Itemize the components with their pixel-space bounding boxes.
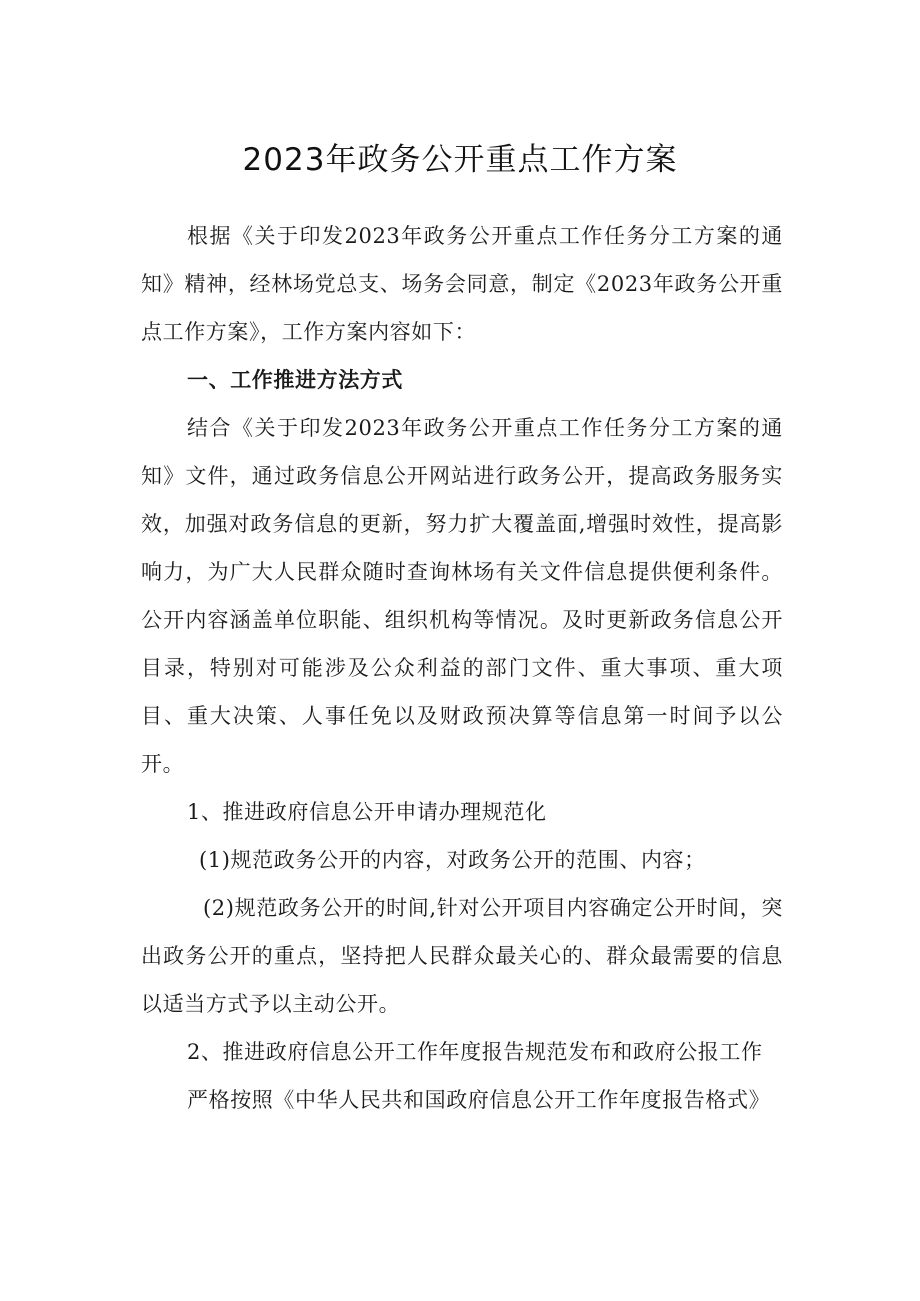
subsection-1-heading: 1、推进政府信息公开申请办理规范化 [187, 800, 547, 824]
subsection-2-paragraph: 严格按照《中华人民共和国政府信息公开工作年度报告格式》 [187, 1088, 771, 1112]
section-heading-1: 一、工作推进方法方式 [187, 368, 403, 392]
item-1-paragraph: (1)规范政务公开的内容，对政务公开的范围、内容； [199, 848, 706, 872]
item-2-paragraph: (2)规范政务公开的时间,针对公开项目内容确定公开时间，突出政务公开的重点，坚持把人民群众最关心的、群众最需要的信息以适当方式予以主动公开。 [141, 896, 783, 1016]
document-title: 2023年政务公开重点工作方案 [242, 142, 678, 178]
document-body [141, 212, 783, 1124]
subsection-2-heading: 2、推进政府信息公开工作年度报告规范发布和政府公报工作 [187, 1040, 763, 1064]
intro-paragraph: 根据《关于印发2023年政务公开重点工作任务分工方案的通知》精神，经林场党总支、场务会同意，制定《2023年政务公开重点工作方案》，工作方案内容如下： [141, 224, 783, 344]
section-1-paragraph: 结合《关于印发2023年政务公开重点工作任务分工方案的通知》文件，通过政务信息公开网站进行政务公开，提高政务服务实效，加强对政务信息的更新，努力扩大覆盖面,增强时效性，提高影响力，为广大人民群众随时查询林场有关文件信息提供便利条件。公开内容涵盖单位职能、组织机构等情况。及时更新政务信息公开目录，特别对可能涉及公众利益的部门文件、重大事项、重大项目、重大决策、人事任免以及财政预决算等信息第一时间予以公开。 [141, 416, 783, 776]
